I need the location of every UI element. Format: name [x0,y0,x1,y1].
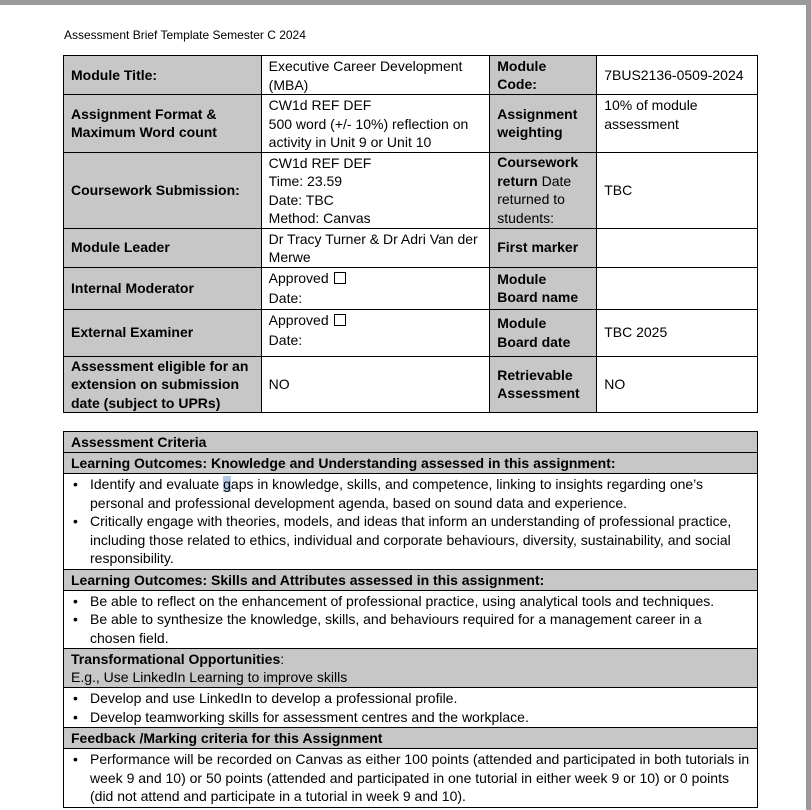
module-leader-label: Module Leader [64,228,262,267]
external-examiner-value [261,309,490,356]
list-item: • Performance will be recorded on Canvas as either 100 points (attended and participated in both tutorials in week 9 and 10) or 50 points (attended and participated in one tutorial in either week 9 or 10) or 0 points (did not attend and participate in a tutorial in week 9 and 10). [71,750,750,806]
feedback-heading: Feedback /Marking criteria for this Assignment [64,728,758,749]
skills-heading: Learning Outcomes: Skills and Attributes assessed in this assignment: [64,569,758,590]
module-title-label: Module Title: [64,56,262,95]
list-item: • Critically engage with theories, models, and ideas that inform an understanding of professional practice, including those related to ethics, individual and corporate behaviours, diversity, sustainability, and social responsibility. [71,512,750,568]
list-item: • Be able to reflect on the enhancement of professional practice, using analytical tools and techniques. [71,592,750,611]
criteria-title: Assessment Criteria [64,432,758,453]
module-code-label: Module Code: [490,56,597,95]
internal-moderator-checkbox[interactable] [334,272,346,284]
list-item: • Be able to synthesize the knowledge, skills, and behaviours required for a management career in a chosen field. [71,610,750,647]
internal-moderator-value [261,267,490,309]
coursework-submission-date: Date: TBC [268,191,334,208]
extension-label: Assessment eligible for an extension on submission date (subject to UPRs) [64,356,262,413]
feedback-list [71,750,750,806]
coursework-submission-time: Time: 23.59 [268,173,343,189]
coursework-return-label [490,152,597,228]
retrievable-label: Retrievable Assessment [490,356,597,413]
internal-moderator-date: Date: [268,290,303,306]
assignment-format-code: CW1d REF DEF [268,97,372,113]
list-item: • Develop and use LinkedIn to develop a professional profile. [71,689,750,708]
knowledge-outcomes [64,474,758,570]
text-selection-highlight: g [223,476,231,492]
coursework-return-value: TBC [597,152,758,228]
knowledge-list [71,475,750,568]
retrievable-value: NO [597,356,758,413]
module-leader-value: Dr Tracy Turner & Dr Adri Van der Merwe [261,228,490,267]
external-examiner-label: External Examiner [64,309,262,356]
coursework-return-label-rest: Date returned to students: [497,172,572,226]
assignment-weighting-value: 10% of module assessment [597,95,758,153]
assessment-criteria-table [63,431,758,808]
module-code-value: 7BUS2136-0509-2024 [597,56,758,95]
skills-outcomes [64,590,758,649]
assignment-format-value [261,95,490,153]
coursework-submission-label: Coursework Submission: [64,152,262,228]
transformational-list [71,689,750,726]
coursework-submission-code: CW1d REF DEF [268,154,372,171]
page-edge-right [806,0,811,810]
transformational-section: Transformational Opportunities: E.g., Use LinkedIn Learning to improve skills [64,649,758,688]
module-title-value: Executive Career Development (MBA) [261,56,490,95]
external-examiner-approved: Approved [268,311,329,328]
list-item: • Identify and evaluate gaps in knowledge, skills, and competence, linking to insights regarding one’s personal and professional development agenda, based on sound data and experience. [71,475,750,512]
module-board-name-value [597,267,758,309]
knowledge-heading: Learning Outcomes: Knowledge and Understanding assessed in this assignment: [64,453,758,474]
coursework-submission-method: Method: Canvas [268,210,371,226]
extension-value: NO [261,356,490,413]
external-examiner-checkbox[interactable] [334,314,346,326]
transformational-example: E.g., Use LinkedIn Learning to improve skills [71,669,348,685]
transformational-heading: Transformational Opportunities [71,651,281,667]
page-edge-top [0,0,811,5]
transformational-opportunities [64,688,758,728]
assignment-weighting-label: Assignment weighting [490,95,597,153]
internal-moderator-label: Internal Moderator [64,267,262,309]
assignment-format-label: Assignment Format & Maximum Word count [64,95,262,153]
module-board-name-label: Module Board name [490,267,597,309]
list-item: • Develop teamworking skills for assessment centres and the workplace. [71,708,750,727]
first-marker-value [597,228,758,267]
coursework-submission-value [261,152,490,228]
skills-list [71,592,750,648]
internal-moderator-approved: Approved [268,269,329,286]
coursework-return-label-bold: Coursework return [497,154,579,189]
module-board-date-label: Module Board date [490,309,597,356]
module-board-date-value: TBC 2025 [597,309,758,356]
feedback-criteria [64,749,758,808]
first-marker-label: First marker [490,228,597,267]
module-info-table [63,55,758,413]
external-examiner-date: Date: [268,332,303,348]
assignment-format-description: 500 word (+/- 10%) reflection on activity in Unit 9 or Unit 10 [268,115,469,150]
document-header: Assessment Brief Template Semester C 2024 [64,28,306,42]
